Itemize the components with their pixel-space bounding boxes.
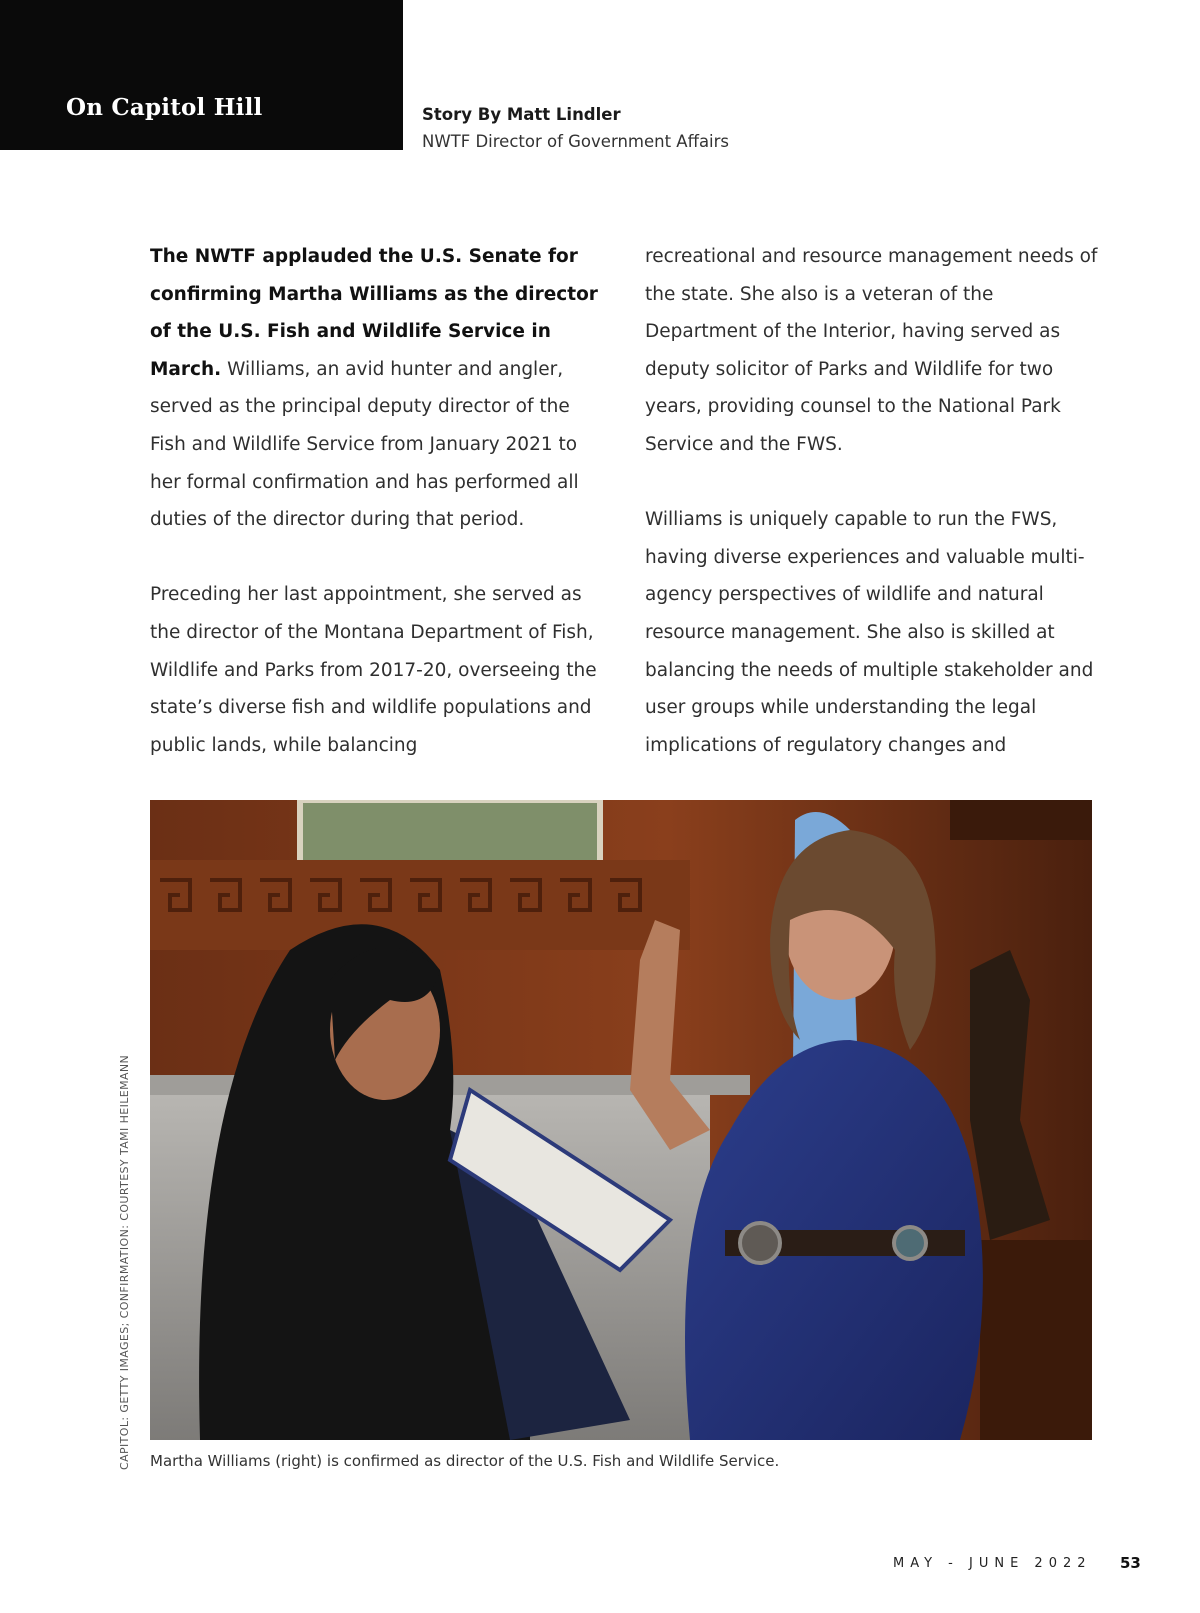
photo-illustration <box>150 800 1092 1440</box>
article-column-left <box>150 238 610 802</box>
lead-continuation: Williams, an avid hunter and angler, served as the principal deputy director of the Fish and Wildlife Service from January 2021 to her formal confirmation and has performed all duties of the director during that period. <box>150 358 579 531</box>
article-column-right <box>645 238 1100 802</box>
article-paragraph: Preceding her last appointment, she served as the director of the Montana Department of Fish, Wildlife and Parks from 2017-20, overseeing the state’s diverse fish and wildlife populations and public lands, while balancing <box>150 584 597 756</box>
byline-role: NWTF Director of Government Affairs <box>422 132 730 151</box>
photo-credit: CAPITOL: GETTY IMAGES; CONFIRMATION: COURTESY TAMI HEILEMANN <box>118 1054 131 1470</box>
lead-sentence: The NWTF applauded the U.S. Senate for confirming Martha Williams as the director of the U.S. Fish and Wildlife Service in March. <box>150 246 598 380</box>
page-number: 53 <box>1120 1554 1141 1572</box>
section-title: On Capitol Hill <box>66 94 263 121</box>
article-paragraph: recreational and resource management needs of the state. She also is a veteran of the Department of the Interior, having served as deputy solicitor of Parks and Wildlife for two years, providing counsel to the National Park Service and the FWS. <box>645 246 1098 455</box>
confirmation-photo <box>150 800 1092 1440</box>
issue-date: MAY - JUNE 2022 <box>893 1556 1092 1571</box>
byline-author: Story By Matt Lindler <box>422 105 621 124</box>
lead-paragraph <box>150 238 610 539</box>
photo-caption: Martha Williams (right) is confirmed as director of the U.S. Fish and Wildlife Service. <box>150 1452 780 1470</box>
section-header-block <box>0 0 403 150</box>
article-paragraph: Williams is uniquely capable to run the FWS, having diverse experiences and valuable multi-agency perspectives of wildlife and natural resource management. She also is skilled at balancing the needs of multiple stakeholder and user groups while understanding the legal implications of regulatory changes and <box>645 509 1094 756</box>
